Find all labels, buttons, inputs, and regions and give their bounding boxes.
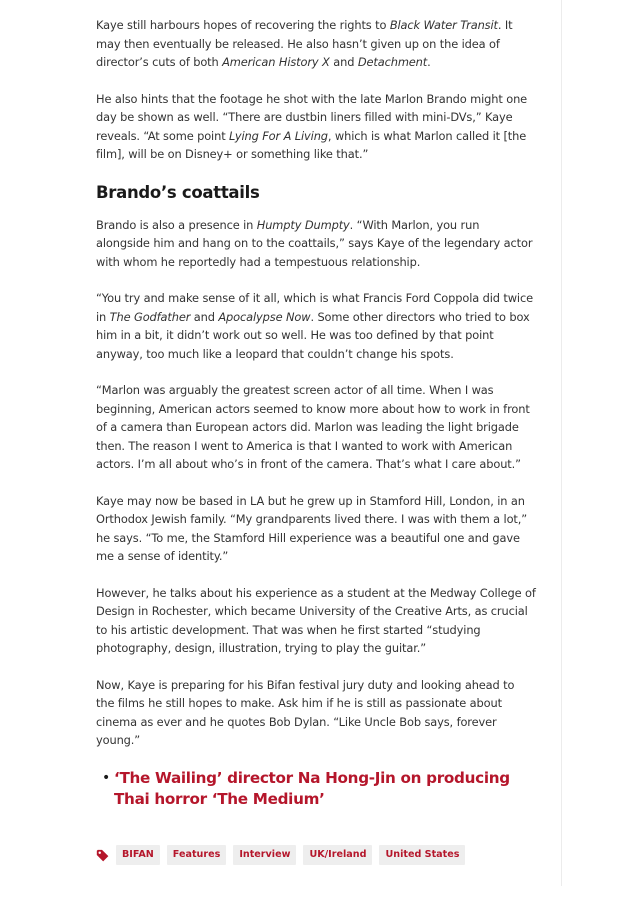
list-item	[96, 768, 536, 811]
tag-features[interactable]: Features	[167, 845, 227, 865]
text-span: He also hints that the footage he shot with the late Marlon Brando might one day be shown as well. “There are dustbin liners filled with mini-DVs,” Kaye reveals. “At some point	[96, 91, 528, 143]
film-title: American History X	[222, 55, 330, 69]
film-title: Detachment	[357, 55, 428, 69]
text-span: .	[427, 55, 431, 69]
text-span: . It may then eventually be released. He also hasn’t given up on the idea of director’s cuts of both	[96, 18, 513, 69]
paragraph-2	[96, 90, 536, 164]
film-title: Apocalypse Now	[218, 309, 311, 324]
tag-uk-ireland[interactable]: UK/Ireland	[303, 845, 372, 865]
text-span: “You try and make sense of it all, which is what Francis Ford Coppola did twice in	[96, 291, 533, 324]
related-article-link[interactable]: ‘The Wailing’ director Na Hong-Jin on producing Thai horror ‘The Medium’	[114, 768, 510, 808]
text-span: and	[190, 309, 219, 324]
text-span: and	[329, 55, 358, 69]
paragraph-5: “Marlon was arguably the greatest screen actor of all time. When I was beginning, American actors seemed to know more about how to work in front of a camera than European actors did. Marlon was leading the light brigade then. The reason I went to America is that I wanted to work with American actors. I’m all about who’s in front of the camera. That’s what I care about.”	[96, 383, 530, 471]
article-body	[96, 16, 536, 811]
tag-united-states[interactable]: United States	[379, 845, 465, 865]
related-articles-list	[96, 768, 536, 811]
paragraph-7: However, he talks about his experience as a student at the Medway College of Design in Rochester, which became University of the Creative Arts, as crucial to his artistic development. That was when he first started “studying photography, design, illustration, trying to play the guitar.”	[96, 585, 536, 655]
section-heading: Brando’s coattails	[96, 182, 260, 202]
text-span: Kaye still harbours hopes of recovering the rights to	[96, 18, 390, 32]
paragraph-4	[96, 289, 536, 363]
tag-icon	[96, 849, 109, 862]
text-span: . Some other directors who tried to box him in a bit, it didn’t work out so well. He was too defined by that point anyway, too much like a leopard that couldn’t change his spots.	[96, 309, 530, 361]
paragraph-6: Kaye may now be based in LA but he grew up in Stamford Hill, London, in an Orthodox Jewish family. “My grandparents lived there. I was with them a lot,” he says. “To me, the Stamford Hill experience was a beautiful one and gave me a sense of identity.”	[96, 493, 528, 563]
paragraph-1	[96, 16, 536, 72]
text-span: . “With Marlon, you run alongside him and hang on to the coattails,” says Kaye of the legendary actor with whom he reportedly had a tempestuous relationship.	[96, 217, 533, 269]
text-span: Brando is also a presence in	[96, 217, 257, 232]
film-title: Humpty Dumpty	[256, 217, 350, 232]
bullet-icon: •	[102, 769, 111, 786]
text-span: , which is what Marlon called it [the film], will be on Disney+ or something like that.”	[96, 128, 527, 161]
paragraph-8: Now, Kaye is preparing for his Bifan festival jury duty and looking ahead to the films he still hopes to make. Ask him if he is still as passionate about cinema as ever and he quotes Bob Dylan. “Like Uncle Bob says, forever young.”	[96, 677, 515, 747]
sidebar-divider	[561, 0, 562, 886]
tag-bifan[interactable]: BIFAN	[116, 845, 160, 865]
tag-interview[interactable]: Interview	[233, 845, 296, 865]
tag-list	[96, 845, 472, 865]
film-title: Lying For A Living	[229, 128, 328, 143]
film-title: The Godfather	[109, 309, 191, 324]
paragraph-3	[96, 216, 536, 272]
film-title: Black Water Transit	[389, 18, 498, 32]
